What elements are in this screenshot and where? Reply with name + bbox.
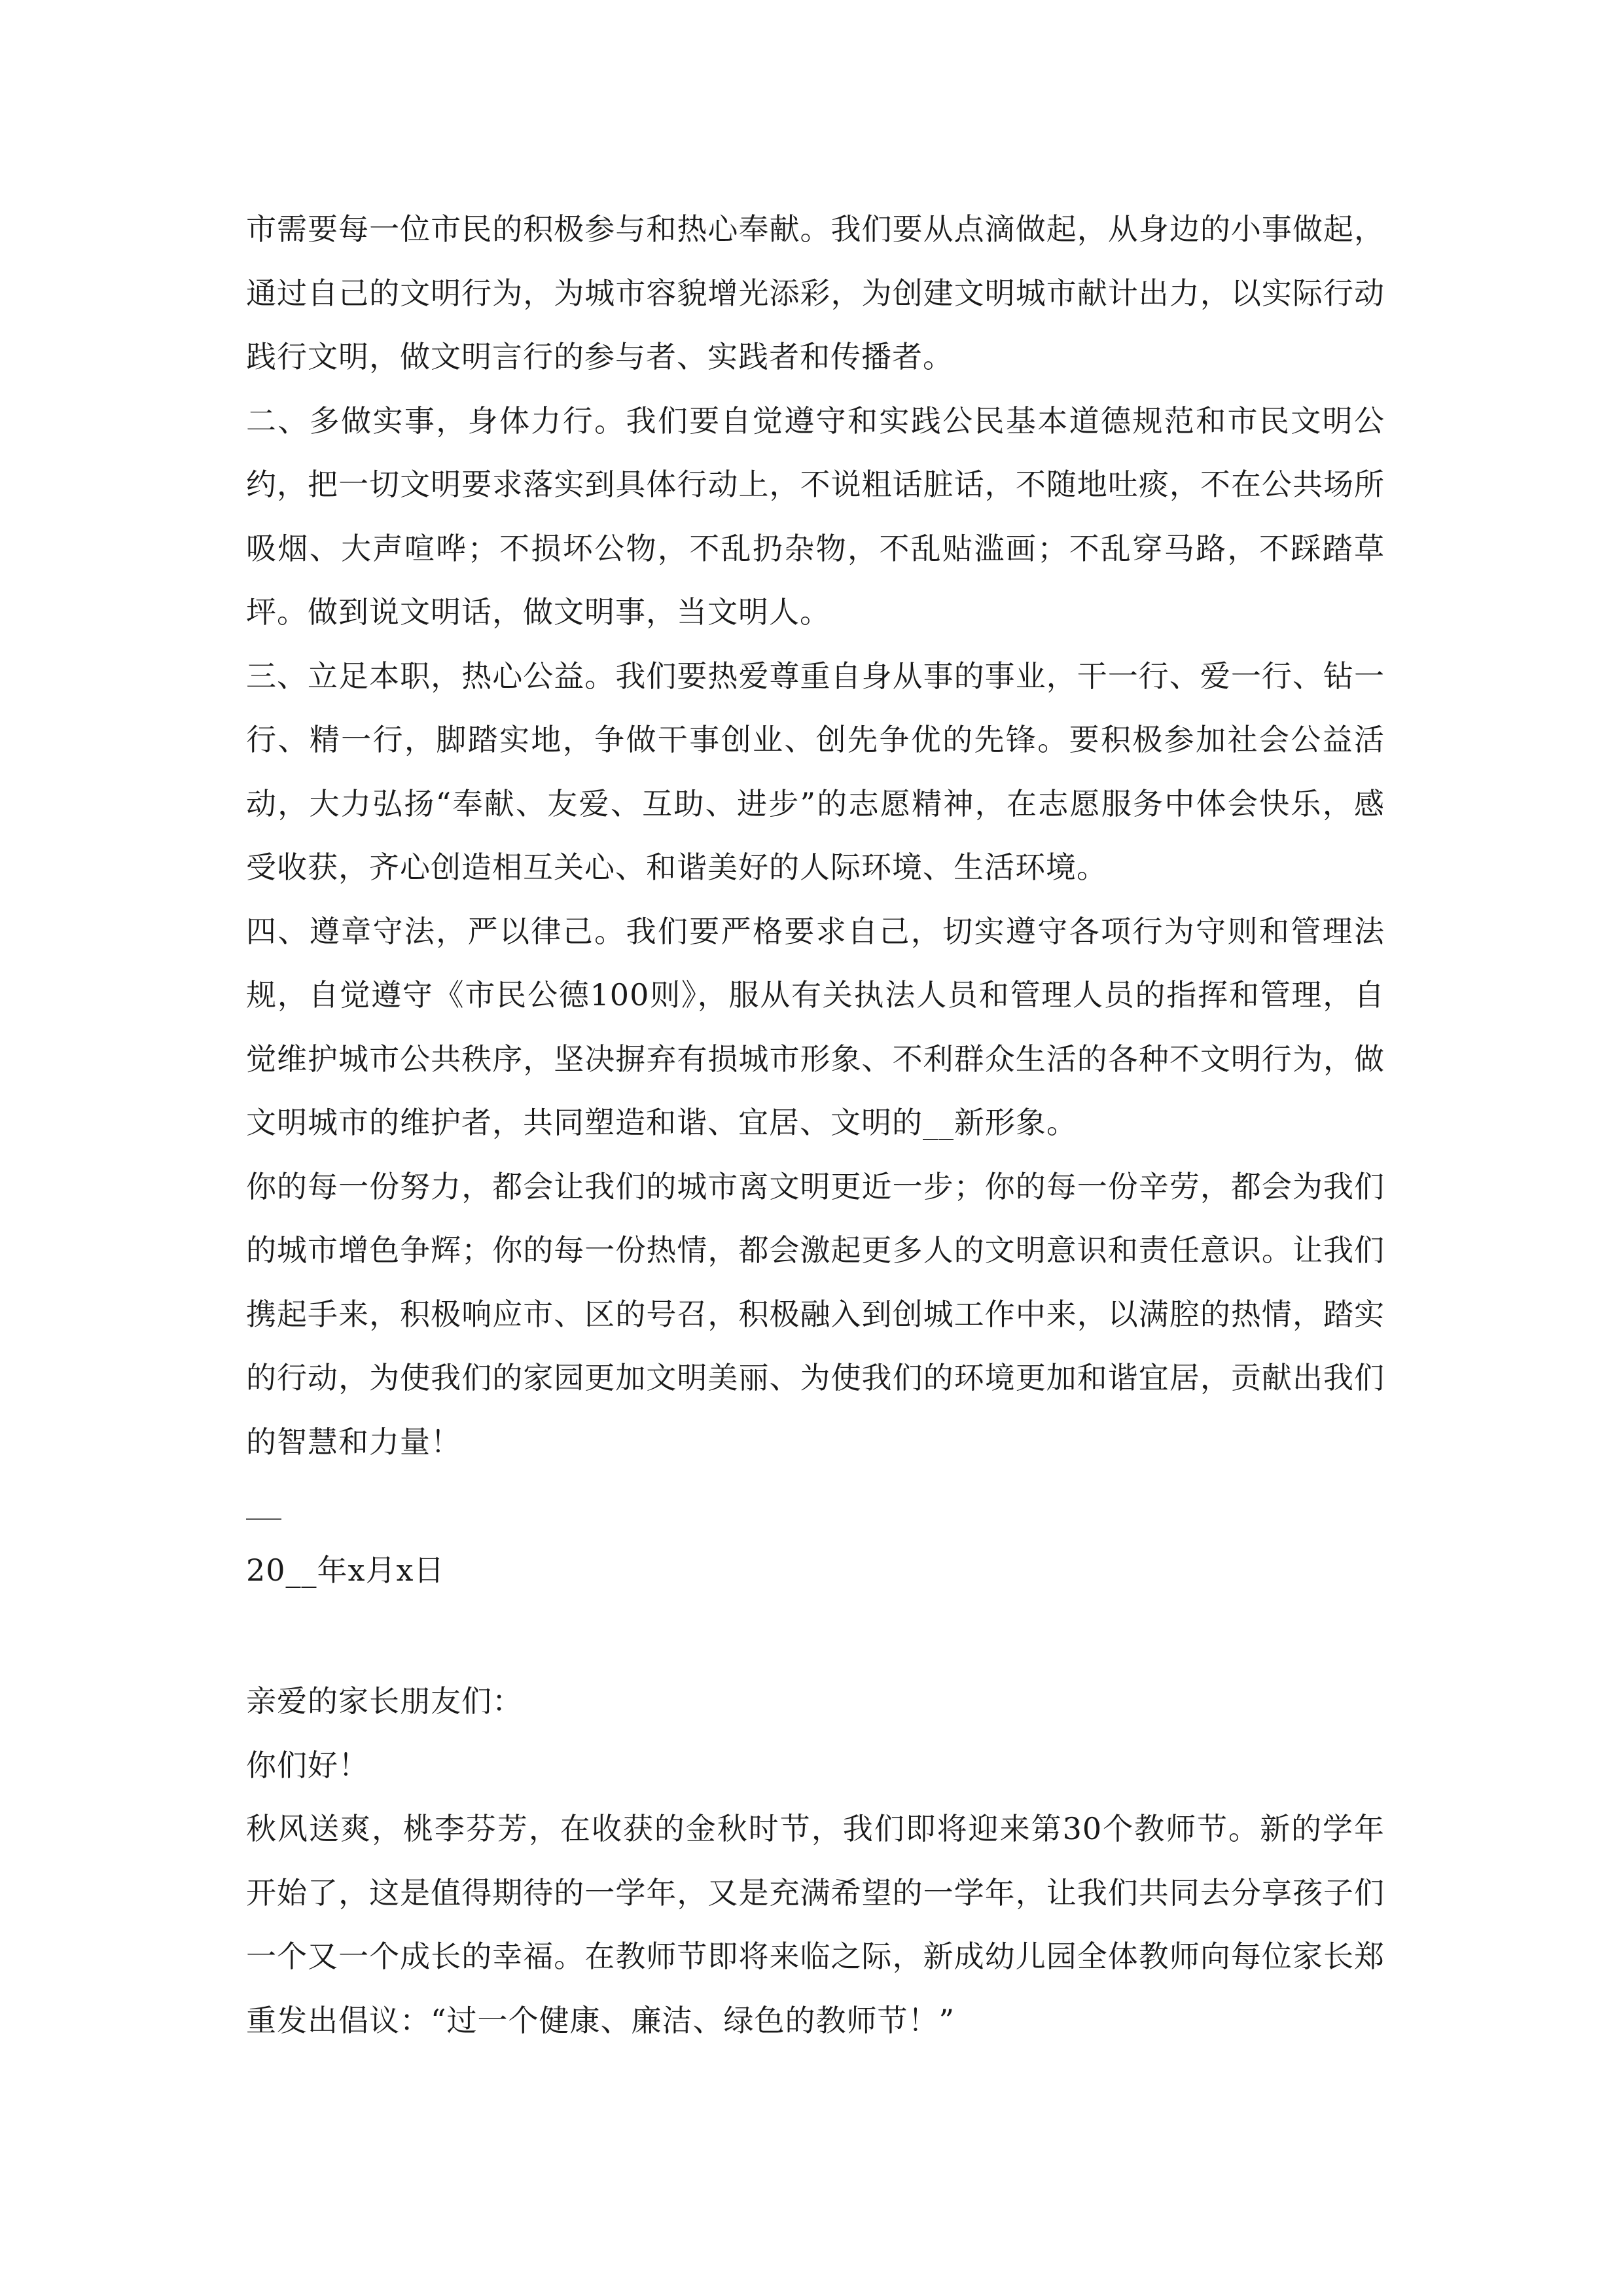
document-date: 20__年x月x日 bbox=[246, 1552, 445, 1588]
letter-body-paragraph: 秋风送爽，桃李芬芳，在收获的金秋时节，我们即将迎来第30个教师节。新的学年开始了，这是值得期待的一学年，又是充满希望的一学年，让我们共同去分享孩子们一个又一个成长的幸福。在教师节即将来临之际，新成幼儿园全体教师向每位家长郑重发出倡议：“过一个健康、廉洁、绿色的教师节！” bbox=[246, 1811, 1385, 2038]
signature-blank-line bbox=[246, 1518, 281, 1520]
paragraph-intro-continuation: 市需要每一位市民的积极参与和热心奉献。我们要从点滴做起，从身边的小事做起，通过自己的文明行为，为城市容貌增光添彩，为创建文明城市献计出力，以实际行动践行文明，做文明言行的参与者、实践者和传播者。 bbox=[246, 211, 1385, 374]
teachers-day-letter bbox=[246, 1670, 1385, 2053]
letter-salutation: 亲爱的家长朋友们： bbox=[246, 1683, 523, 1719]
paragraph-closing: 你的每一份努力，都会让我们的城市离文明更近一步；你的每一份辛劳，都会为我们的城市增色争辉；你的每一份热情，都会激起更多人的文明意识和责任意识。让我们携起手来，积极响应市、区的号召，积极融入到创城工作中来，以满腔的热情，踏实的行动，为使我们的家园更加文明美丽、为使我们的环境更加和谐宜居，贡献出我们的智慧和力量！ bbox=[246, 1168, 1385, 1460]
paragraph-item-three: 三、立足本职，热心公益。我们要热爱尊重自身从事的事业，干一行、爱一行、钻一行、精一行，脚踏实地，争做干事创业、创先争优的先锋。要积极参加社会公益活动，大力弘扬“奉献、友爱、互助、进步”的志愿精神，在志愿服务中体会快乐，感受收获，齐心创造相互关心、和谐美好的人际环境、生活环境。 bbox=[246, 658, 1385, 885]
letter-greeting: 你们好！ bbox=[246, 1747, 369, 1783]
proposal-body bbox=[246, 198, 1385, 1474]
paragraph-item-two: 二、多做实事，身体力行。我们要自觉遵守和实践公民基本道德规范和市民文明公约，把一切文明要求落实到具体行动上，不说粗话脏话，不随地吐痰，不在公共场所吸烟、大声喧哗；不损坏公物，不乱扔杂物，不乱贴滥画；不乱穿马路，不踩踏草坪。做到说文明话，做文明事，当文明人。 bbox=[246, 403, 1385, 630]
paragraph-item-four: 四、遵章守法，严以律己。我们要严格要求自己，切实遵守各项行为守则和管理法规，自觉遵守《市民公德100则》，服从有关执法人员和管理人员的指挥和管理，自觉维护城市公共秩序，坚决摒弃有损城市形象、不利群众生活的各种不文明行为，做文明城市的维护者，共同塑造和谐、宜居、文明的__新形象。 bbox=[246, 913, 1385, 1140]
